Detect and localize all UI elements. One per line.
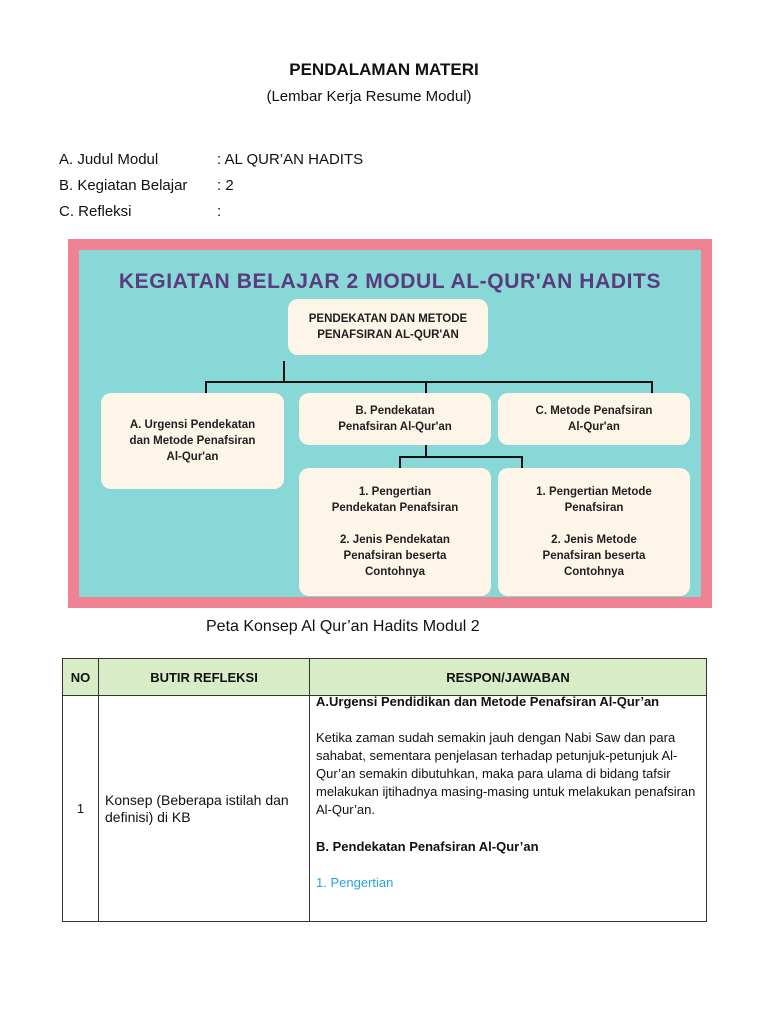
page-subtitle: (Lembar Kerja Resume Modul) <box>266 88 472 105</box>
response-heading-a: A.Urgensi Pendidikan dan Metode Penafsiran Al-Qur’an <box>316 694 660 709</box>
meta-refleksi <box>59 203 222 220</box>
header-respon-jawaban: RESPON/JAWABAN <box>310 659 707 696</box>
response-heading-b: B. Pendekatan Penafsiran Al-Qur’an <box>316 839 539 854</box>
node-pendekatan-detail: 1. Pengertian Pendekatan Penafsiran 2. Jenis Pendekatan Penafsiran beserta Contohnya <box>299 468 491 596</box>
figure-caption: Peta Konsep Al Qur’an Hadits Modul 2 <box>206 618 480 635</box>
connector-line <box>205 381 653 383</box>
reflection-table <box>62 658 707 922</box>
header-butir-refleksi: BUTIR REFLEKSI <box>99 659 310 696</box>
concept-map-background <box>79 250 701 597</box>
node-metode-detail: 1. Pengertian Metode Penafsiran 2. Jenis Metode Penafsiran beserta Contohnya <box>498 468 690 596</box>
meta-judul-modul <box>59 151 364 168</box>
meta-key: C. Refleksi <box>59 203 132 220</box>
connector-line <box>399 456 523 458</box>
node-pendekatan: B. Pendekatan Penafsiran Al-Qur'an <box>299 393 491 445</box>
header-no: NO <box>63 659 99 696</box>
table-row <box>63 696 707 922</box>
meta-key: B. Kegiatan Belajar <box>59 177 188 194</box>
node-metode: C. Metode Penafsiran Al-Qur'an <box>498 393 690 445</box>
root-node: PENDEKATAN DAN METODE PENAFSIRAN AL-QUR'AN <box>288 299 488 355</box>
row-respon <box>310 696 707 922</box>
page-title: PENDALAMAN MATERI <box>289 60 479 79</box>
meta-key: A. Judul Modul <box>59 151 159 168</box>
meta-kegiatan-belajar <box>59 177 234 194</box>
response-item-pengertian: 1. Pengertian <box>316 875 394 890</box>
connector-line <box>283 361 285 381</box>
row-number: 1 <box>63 696 99 922</box>
concept-map-poster <box>68 239 712 608</box>
meta-value: : <box>217 203 222 220</box>
meta-value: : 2 <box>217 177 234 194</box>
table-header-row <box>63 659 707 696</box>
response-paragraph-a: Ketika zaman sudah semakin jauh dengan Nabi Saw dan para sahabat, sementara penjelasan terhadap petunjuk-petunjuk Al-Qur’an semakin dibutuhkan, maka para ulama di bidang tafsir melakukan ijtihadnya masing-masing untuk melakukan penafsiran Al-Qur’an. <box>316 730 696 817</box>
node-urgensi: A. Urgensi Pendekatan dan Metode Penafsiran Al-Qur'an <box>101 393 284 489</box>
row-butir: Konsep (Beberapa istilah dan definisi) di KB <box>99 696 310 922</box>
meta-value: : AL QUR’AN HADITS <box>217 151 364 168</box>
concept-map-title: KEGIATAN BELAJAR 2 MODUL AL-QUR'AN HADITS <box>118 270 662 293</box>
